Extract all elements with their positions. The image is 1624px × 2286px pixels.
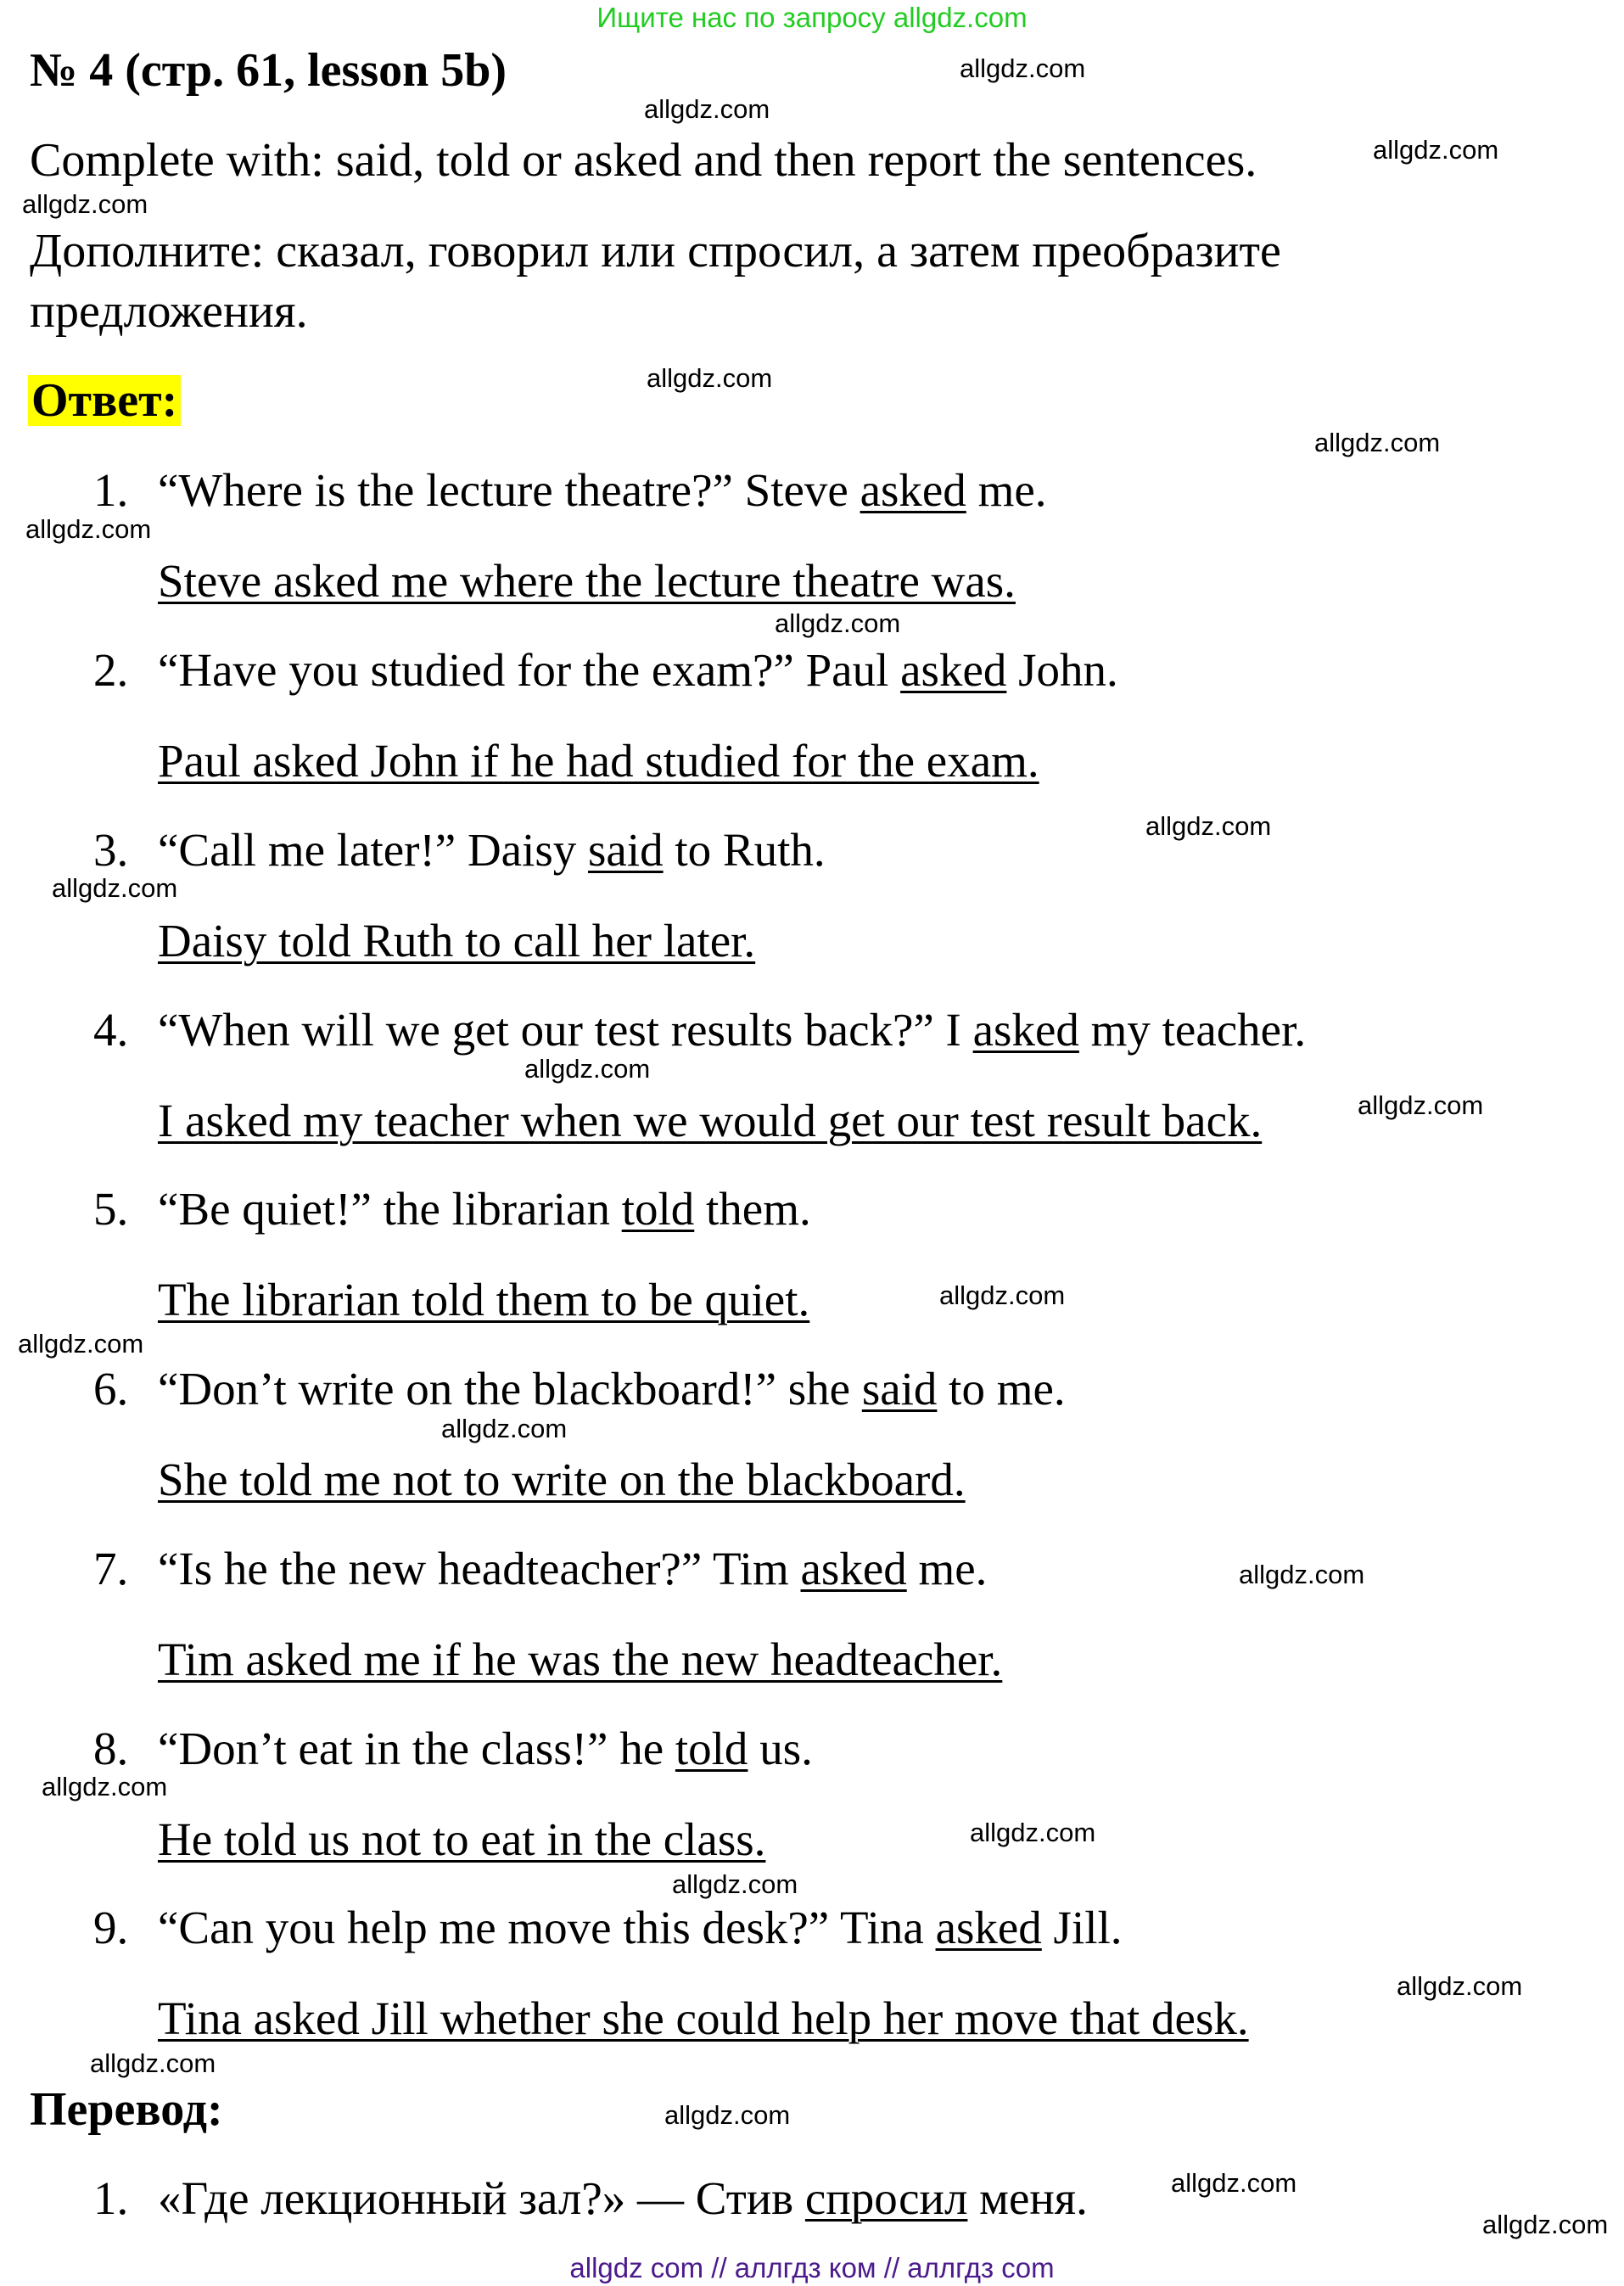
watermark-text: allgdz.com [672, 1869, 798, 1899]
watermark-text: allgdz.com [18, 1329, 144, 1359]
instruction-en: Complete with: said, told or asked and then report the sentences. [30, 134, 1257, 187]
question-text: “Have you studied for the exam?” Paul [158, 644, 901, 696]
watermark-text: allgdz.com [1171, 2168, 1297, 2198]
reported-answer: Tina asked Jill whether she could help her move that desk. [158, 1992, 1249, 2044]
watermark-text: allgdz.com [664, 2100, 791, 2130]
item-number: 4. [93, 1004, 129, 1056]
reporting-verb: asked [800, 1543, 907, 1594]
question-text: “Don’t write on the blackboard!” she [158, 1363, 862, 1415]
answer-label: Ответ: [28, 375, 181, 426]
watermark-text: allgdz.com [1358, 1090, 1484, 1120]
reporting-verb: said [588, 824, 664, 876]
item-number: 9. [93, 1902, 129, 1953]
item-number: 8. [93, 1723, 129, 1774]
translation-verb: спросил [804, 2172, 968, 2224]
question-text-end: me. [906, 1543, 988, 1594]
item-number: 5. [93, 1183, 129, 1235]
translation-number: 1. [93, 2172, 129, 2224]
reported-answer: Tim asked me if he was the new headteacher. [158, 1633, 1003, 1685]
watermark-text: allgdz.com [42, 1772, 168, 1801]
question-text: “Is he the new headteacher?” Tim [158, 1543, 801, 1594]
watermark-text: allgdz.com [970, 1818, 1096, 1847]
exercise-title: № 4 (стр. 61, lesson 5b) [30, 44, 507, 97]
item-number: 2. [93, 644, 129, 696]
reporting-verb: said [861, 1363, 938, 1415]
reported-answer: Steve asked me where the lecture theatre was. [158, 555, 1016, 607]
item-number: 3. [93, 824, 129, 876]
reported-answer: He told us not to eat in the class. [158, 1813, 766, 1865]
question-sentence [158, 464, 1047, 516]
reporting-verb: told [621, 1183, 695, 1235]
translation-label: Перевод: [30, 2083, 223, 2136]
watermark-text: allgdz.com [52, 873, 178, 903]
reported-answer: Daisy told Ruth to call her later. [158, 915, 756, 967]
watermark-text: allgdz.com [524, 1054, 651, 1084]
watermark-text: allgdz.com [960, 53, 1086, 83]
question-sentence [158, 1185, 811, 1233]
question-sentence [158, 826, 826, 874]
instruction-ru-line2: предложения. [30, 285, 308, 338]
question-text: “Be quiet!” the librarian [158, 1183, 622, 1235]
reporting-verb: told [675, 1723, 748, 1774]
question-text: “Where is the lecture theatre?” Steve [158, 464, 860, 516]
reported-answer: She told me not to write on the blackboard. [158, 1454, 966, 1505]
question-sentence [158, 1904, 1123, 1952]
reporting-verb: asked [935, 1902, 1042, 1953]
question-text-end: my teacher. [1078, 1004, 1307, 1056]
footer-watermark: allgdz com // аллгдз ком // аллгдз com [569, 2252, 1055, 2283]
watermark-text: allgdz.com [647, 363, 773, 393]
watermark-text: allgdz.com [939, 1280, 1066, 1310]
question-sentence [158, 1365, 1066, 1413]
question-text-end: to Ruth. [663, 824, 826, 876]
watermark-text: allgdz.com [1482, 2210, 1609, 2239]
reporting-verb: asked [900, 644, 1007, 696]
question-sentence [158, 644, 1118, 696]
question-text-end: us. [748, 1723, 813, 1774]
question-text-end: them. [694, 1183, 811, 1235]
question-text: “Call me later!” Daisy [158, 824, 589, 876]
question-text-end: me. [966, 464, 1047, 516]
watermark-text: allgdz.com [1373, 135, 1499, 165]
watermark-text: allgdz.com [25, 514, 152, 544]
item-number: 1. [93, 464, 129, 516]
question-text-end: John. [1006, 644, 1118, 696]
watermark-text: allgdz.com [775, 608, 901, 638]
watermark-text: allgdz.com [90, 2048, 216, 2078]
search-banner: Ищите нас по запросу allgdz.com [596, 2, 1028, 33]
question-text-end: Jill. [1041, 1902, 1123, 1953]
translation-text-end: меня. [967, 2172, 1088, 2224]
watermark-text: allgdz.com [644, 94, 770, 124]
item-number: 6. [93, 1363, 129, 1415]
reporting-verb: asked [972, 1004, 1079, 1056]
reported-answer: Paul asked John if he had studied for the exam. [158, 735, 1039, 787]
watermark-text: allgdz.com [441, 1414, 568, 1443]
question-sentence [158, 1725, 813, 1773]
question-text: “Don’t eat in the class!” he [158, 1723, 675, 1774]
watermark-text: allgdz.com [22, 189, 148, 219]
question-sentence [158, 1006, 1306, 1054]
instruction-ru-line1: Дополните: сказал, говорил или спросил, а затем преобразите [30, 225, 1281, 277]
watermark-text: allgdz.com [1239, 1560, 1365, 1589]
question-text: “When will we get our test results back?” I [158, 1004, 973, 1056]
question-sentence [158, 1545, 987, 1593]
reported-answer: I asked my teacher when we would get our test result back. [158, 1095, 1263, 1146]
item-number: 7. [93, 1543, 129, 1594]
reporting-verb: asked [860, 464, 966, 516]
watermark-text: allgdz.com [1145, 811, 1272, 841]
translation-text: «Где лекционный зал?» — Стив [158, 2172, 805, 2224]
translation-sentence [158, 2172, 1088, 2224]
watermark-text: allgdz.com [1314, 428, 1441, 457]
question-text-end: to me. [937, 1363, 1066, 1415]
reported-answer: The librarian told them to be quiet. [158, 1274, 810, 1325]
question-text: “Can you help me move this desk?” Tina [158, 1902, 936, 1953]
watermark-text: allgdz.com [1397, 1971, 1523, 2001]
